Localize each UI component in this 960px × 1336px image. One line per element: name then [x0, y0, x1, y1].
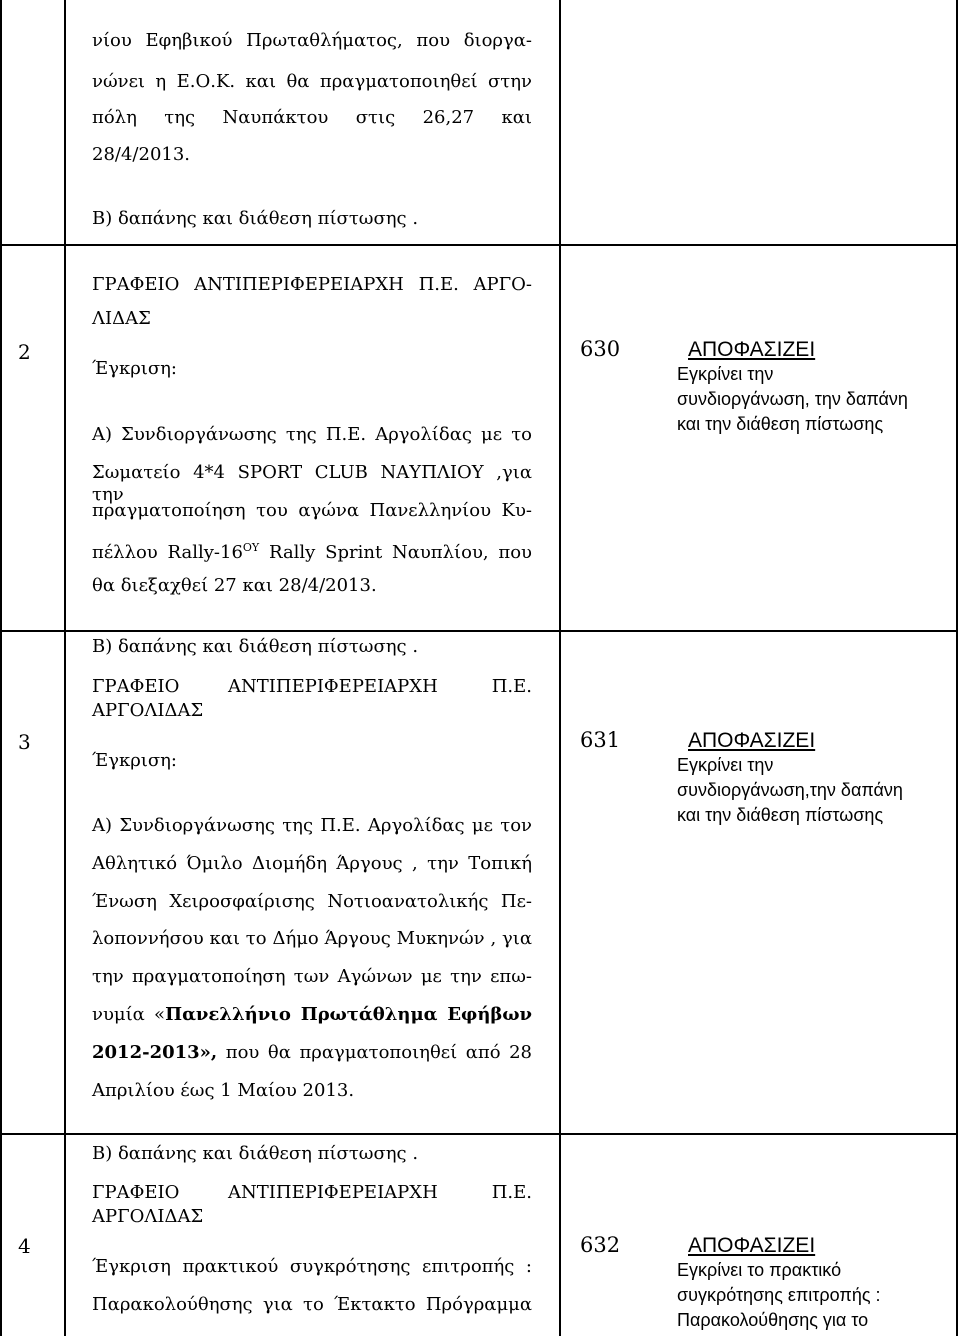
row2-line-4: θα διεξαχθεί 27 και 28/4/2013.	[92, 575, 377, 596]
row3-b-line: Β) δαπάνης και διάθεση πίστωσης .	[92, 1143, 419, 1164]
row1-b-line: Β) δαπάνης και διάθεση πίστωσης .	[92, 208, 419, 229]
decision-line-1: Εγκρίνει το πρακτικό	[677, 1260, 842, 1280]
row3-line-3: λοποννήσου και το Δήμο Άργους Μυκηνών , για	[92, 928, 532, 949]
table-border-right	[956, 0, 958, 1336]
decision-line-1: Εγκρίνει την	[677, 755, 774, 775]
decision-code: 630	[580, 337, 621, 361]
decision-line-2: συνδιοργάνωση, την δαπάνη	[677, 389, 908, 409]
row1-line-1: νίου Εφηβικού Πρωταθλήματος, που διοργα-	[92, 30, 532, 51]
row4-line-1: Έγκριση πρακτικού συγκρότησης επιτροπής :	[92, 1256, 532, 1277]
decision-line-2: συγκρότησης επιτροπής :	[677, 1285, 881, 1305]
row2-office-line-2: ΛΙΔΑΣ	[92, 308, 151, 329]
row2-office-line-1: ΓΡΑΦΕΙΟ ΑΝΤΙΠΕΡΙΦΕΡΕΙΑΡΧΗ Π.Ε. ΑΡΓΟ-	[92, 274, 532, 295]
row3-line-1: Αθλητικό Όμιλο Διομήδη Άργους , την Τοπική	[92, 853, 532, 874]
row2-number: 2	[18, 340, 31, 364]
decision-code: 631	[580, 728, 621, 752]
row2-approval: Έγκριση:	[92, 358, 177, 379]
row3-approval: Έγκριση:	[92, 750, 177, 771]
row-divider-3	[0, 1133, 958, 1135]
row4-office-line-1: ΓΡΑΦΕΙΟ ΑΝΤΙΠΕΡΙΦΕΡΕΙΑΡΧΗ Π.Ε.	[92, 1182, 532, 1203]
decision-heading: ΑΠΟΦΑΣΙΖΕΙ	[688, 1234, 816, 1257]
row3-office-line-2: ΑΡΓΟΛΙΔΑΣ	[92, 700, 204, 721]
row2-b-line: Β) δαπάνης και διάθεση πίστωσης .	[92, 636, 419, 657]
row4-decision	[580, 1233, 881, 1333]
decision-heading: ΑΠΟΦΑΣΙΖΕΙ	[688, 338, 816, 361]
table-border-col2	[559, 0, 561, 1336]
row4-line-2: Παρακολούθησης για το Έκτακτο Πρόγραμμα	[92, 1294, 532, 1315]
row1-line-2: νώνει η Ε.Ο.Κ. και θα πραγματοποιηθεί στην	[92, 71, 532, 92]
row3-decision	[580, 728, 903, 828]
decision-line-3: και την διάθεση πίστωσης	[677, 414, 884, 434]
row-divider-2	[0, 630, 958, 632]
row3-line-2: Ένωση Χειροσφαίρισης Νοτιοανατολικής Πε-	[92, 891, 532, 912]
row-divider-1	[0, 244, 958, 246]
table-border-left	[0, 0, 2, 1336]
row2-line-2: πραγματοποίηση του αγώνα Πανελληνίου Κυ-	[92, 500, 532, 521]
row3-number: 3	[18, 730, 31, 754]
row2-decision	[580, 337, 908, 437]
row4-office-line-2: ΑΡΓΟΛΙΔΑΣ	[92, 1206, 204, 1227]
decision-code: 632	[580, 1233, 621, 1257]
row2-line-1: Σωματείο 4*4 SPORT CLUB ΝΑΥΠΛΙΟΥ ,για την	[92, 462, 532, 505]
row1-line-3: πόλη της Ναυπάκτου στις 26,27 και	[92, 107, 532, 128]
row3-a-line: Α) Συνδιοργάνωσης της Π.Ε. Αργολίδας με τον	[92, 815, 532, 836]
row3-line-7: Απριλίου έως 1 Μαίου 2013.	[92, 1080, 355, 1101]
decision-heading: ΑΠΟΦΑΣΙΖΕΙ	[688, 729, 816, 752]
row3-line-4: την πραγματοποίηση των Αγώνων με την επω-	[92, 966, 532, 987]
decision-line-3: Παρακολούθησης για το	[677, 1310, 869, 1330]
row3-line-6: 2012-2013», που θα πραγματοποιηθεί από 28	[92, 1042, 532, 1063]
row2-a-line: Α) Συνδιοργάνωσης της Π.Ε. Αργολίδας με το	[92, 424, 532, 445]
decision-line-3: και την διάθεση πίστωσης	[677, 805, 884, 825]
row2-line-3: πέλλου Rally-$16^{O\Upsilon}$ Rally Sprint Ναυπλίου, που	[92, 541, 532, 563]
row4-number: 4	[18, 1234, 31, 1258]
row1-line-4: 28/4/2013.	[92, 144, 191, 165]
table-border-col1	[64, 0, 66, 1336]
row3-office-line-1: ΓΡΑΦΕΙΟ ΑΝΤΙΠΕΡΙΦΕΡΕΙΑΡΧΗ Π.Ε.	[92, 676, 532, 697]
decision-line-2: συνδιοργάνωση,την δαπάνη	[677, 780, 903, 800]
decision-line-1: Εγκρίνει την	[677, 364, 774, 384]
row3-line-5: νυμία «Πανελλήνιο Πρωτάθλημα Εφήβων	[92, 1004, 532, 1025]
